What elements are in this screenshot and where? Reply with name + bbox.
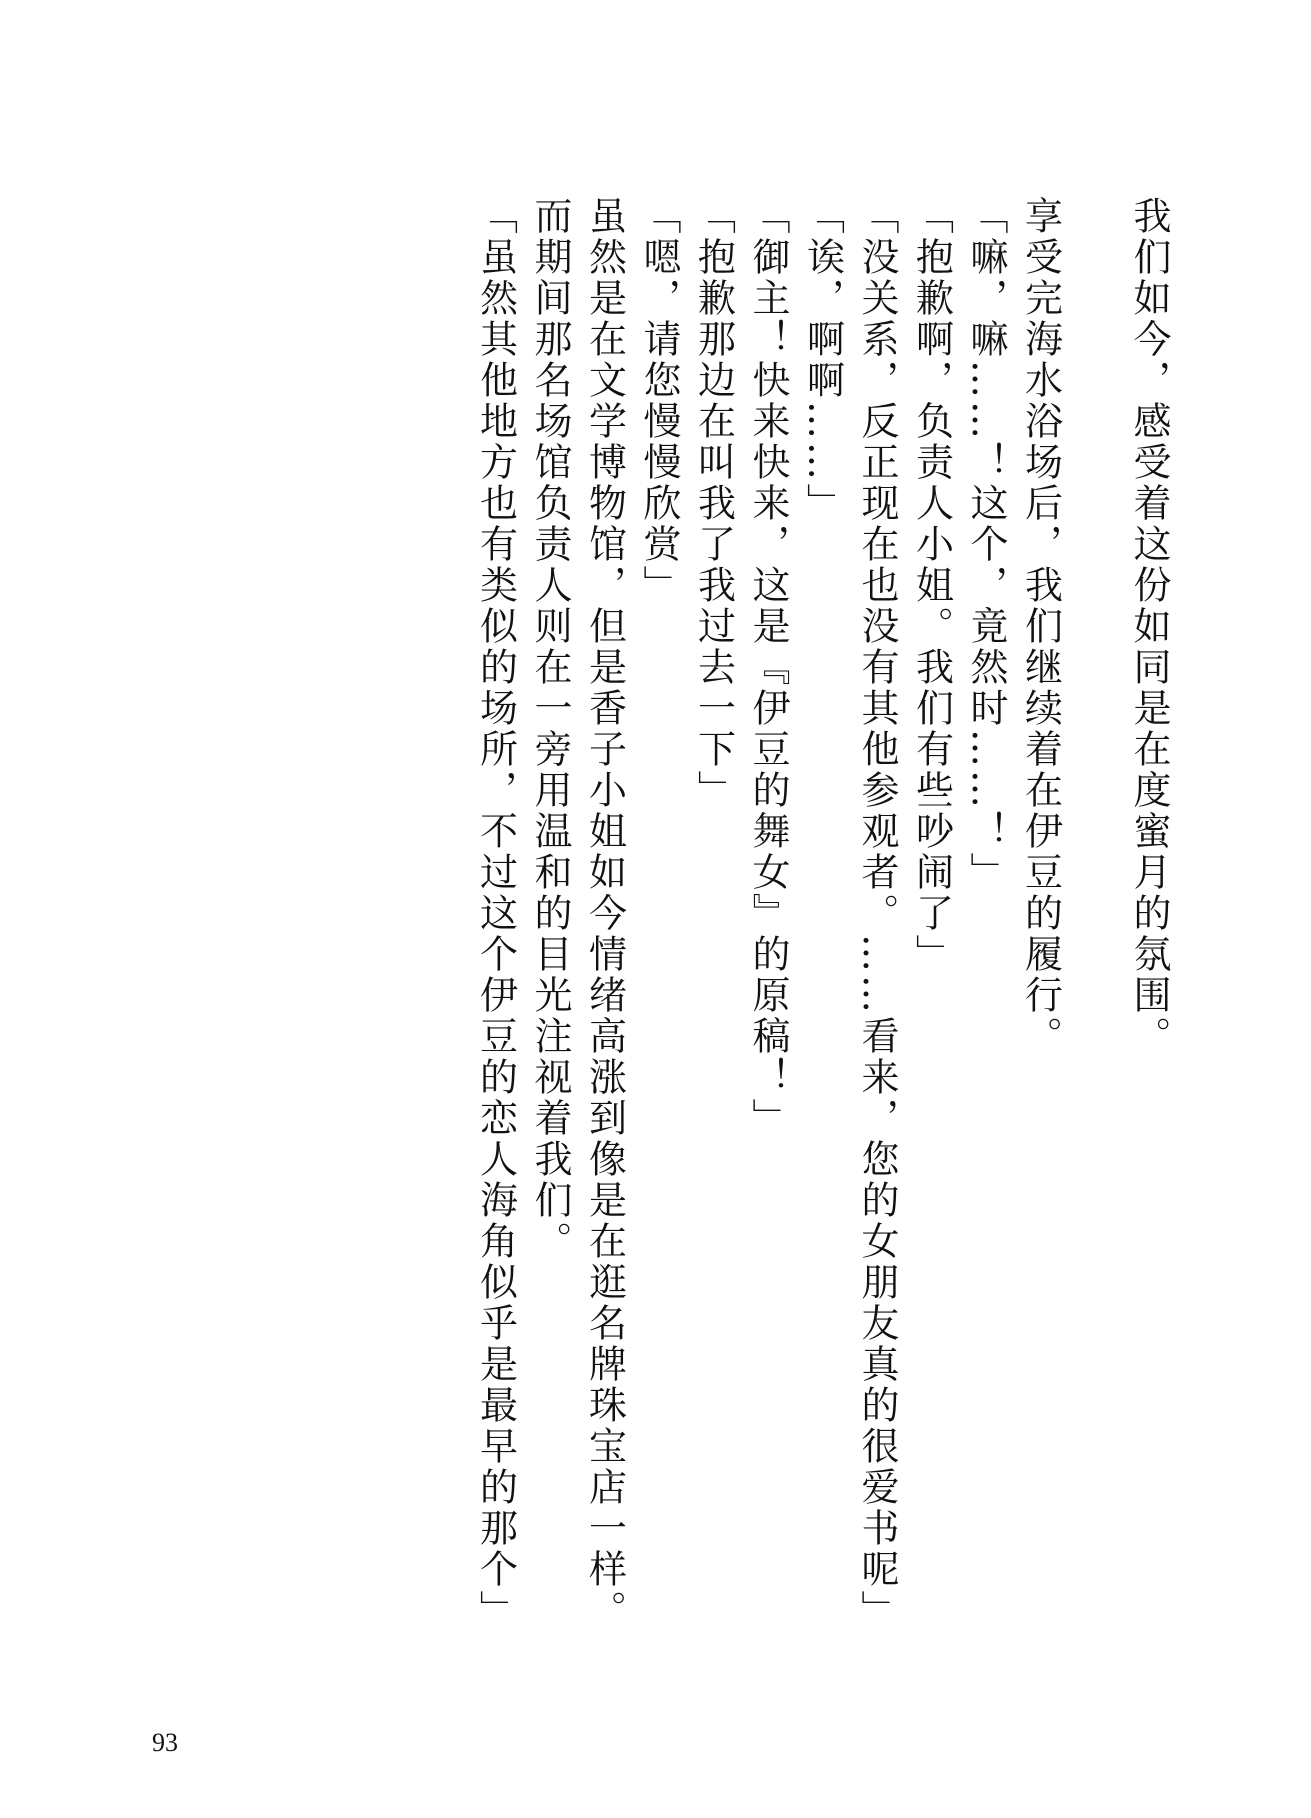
text-line: 「诶，啊啊……」: [800, 196, 845, 524]
text-line: 「嘛，嘛……！这个，竟然时……！」: [964, 196, 1008, 893]
text-line: 享受完海水浴场后，我们继续着在伊豆的履行。: [1018, 196, 1063, 1057]
text-line: 「抱歉那边在叫我了我过去一下」: [691, 196, 736, 811]
vertical-text-body: [468, 196, 1176, 1631]
text-line: 「嗯，请您慢慢欣赏」: [637, 196, 681, 606]
text-line: 「虽然其他地方也有类似的场所，不过这个伊豆的恋人海角似乎是最早的那个」: [473, 196, 518, 1631]
text-line: 我们如今，感受着这份如同是在度蜜月的氛围。: [1127, 196, 1171, 1057]
text-line: 「御主！快来快来，这是『伊豆的舞女』的原稿！」: [746, 196, 790, 1139]
page-number: 93: [152, 1728, 178, 1757]
text-line: 「抱歉啊，负责人小姐。我们有些吵闹了」: [909, 196, 954, 975]
text-line: 虽然是在文学博物馆，但是香子小姐如今情绪高涨到像是在逛名牌珠宝店一样。: [582, 196, 627, 1631]
text-line: 而期间那名场馆负责人则在一旁用温和的目光注视着我们。: [528, 196, 572, 1262]
text-line: 「没关系，反正现在也没有其他参观者。……看来，您的女朋友真的很爱书呢」: [855, 196, 899, 1631]
